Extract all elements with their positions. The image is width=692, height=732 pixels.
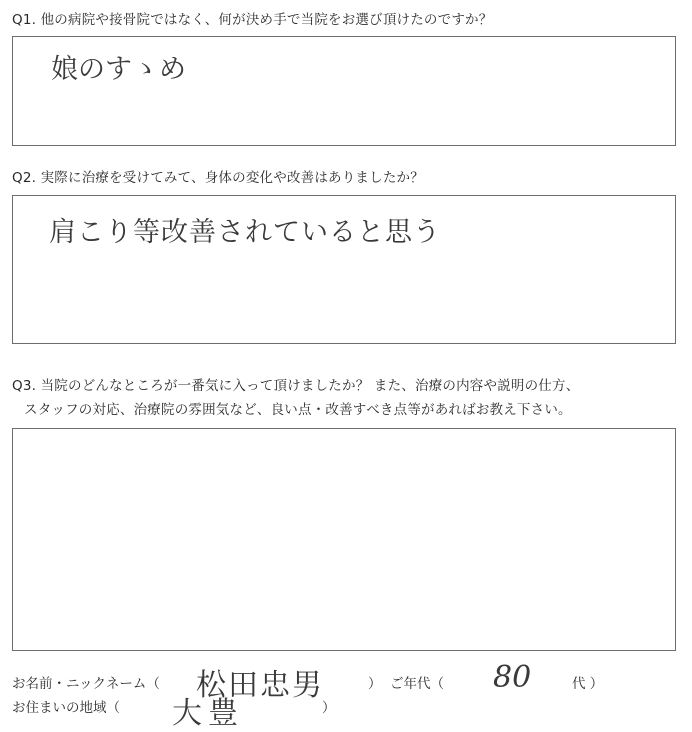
name-handwriting: 松田忠男 (196, 668, 324, 703)
question-3-label-line2: スタッフの対応、治療院の雰囲気など、良い点・改善すべき点等があればお教え下さい。 (24, 402, 572, 418)
question-3-label-line1: Q3. 当院のどんなところが一番気に入って頂けましたか？ また、治療の内容や説明の仕方、 (12, 378, 580, 394)
question-2-label: Q2. 実際に治療を受けてみて、身体の変化や改善はありましたか？ (12, 170, 424, 186)
answer-1-handwriting: 娘のすゝめ (51, 54, 186, 85)
question-1-label: Q1. 他の病院や接骨院ではなく、何が決め手で当院をお選び頂けたのですか？ (12, 12, 493, 28)
answer-box-1[interactable] (12, 36, 676, 146)
name-close-paren: ） (368, 676, 382, 692)
age-handwriting: 80 (493, 660, 532, 695)
name-label: お名前・ニックネーム（ (12, 676, 160, 692)
answer-2-handwriting: 肩こり等改善されていると思う (49, 217, 441, 248)
area-handwriting: 大豊 (172, 696, 244, 731)
answer-box-3[interactable] (12, 428, 676, 651)
age-suffix: 代 ） (572, 676, 604, 692)
answer-box-2[interactable] (12, 195, 676, 344)
area-label: お住まいの地域（ (12, 700, 120, 716)
area-close-paren: ） (322, 700, 336, 716)
age-label: ご年代（ (390, 676, 444, 692)
